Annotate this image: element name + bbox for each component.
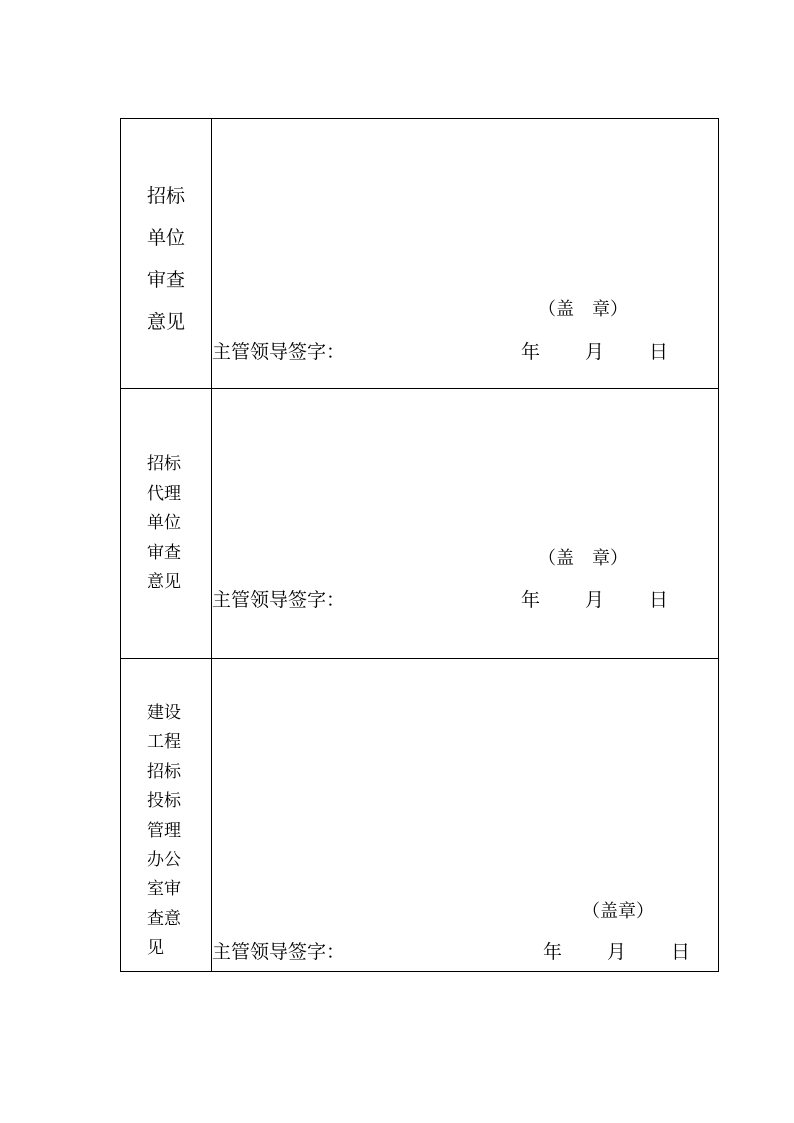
- supervisor-signature-label: 主管领导签字：: [212, 341, 346, 363]
- bidding-office-review-row: [121, 659, 719, 972]
- seal-placeholder: （盖 章）: [538, 548, 628, 569]
- date-day-label: 日: [671, 941, 691, 963]
- date-day-label: 日: [649, 341, 669, 363]
- date-month-label: 月: [607, 941, 627, 963]
- bidding-office-review-opinion-cell[interactable]: [212, 659, 719, 972]
- seal-placeholder: （盖 章）: [538, 299, 628, 320]
- date-day-label: 日: [649, 589, 669, 611]
- tender-agency-review-opinion-cell[interactable]: [212, 389, 719, 659]
- approval-form-table: [120, 118, 719, 972]
- tender-unit-review-label: 招标单位审查意见: [147, 185, 186, 333]
- date-year-label: 年: [521, 589, 541, 611]
- bidding-office-review-label: 建设工程招标投标管理办公室审查意见: [147, 703, 181, 959]
- bidding-office-review-label-cell: [121, 659, 212, 972]
- supervisor-signature-label: 主管领导签字：: [212, 941, 346, 963]
- tender-agency-review-label: 招标代理单位审查意见: [147, 454, 181, 592]
- tender-agency-review-label-cell: [121, 389, 212, 659]
- tender-unit-review-label-cell: [121, 119, 212, 389]
- supervisor-signature-label: 主管领导签字：: [212, 589, 346, 611]
- tender-unit-review-row: [121, 119, 719, 389]
- date-year-label: 年: [543, 941, 563, 963]
- seal-placeholder: （盖章）: [582, 901, 654, 922]
- date-month-label: 月: [585, 341, 605, 363]
- date-year-label: 年: [521, 341, 541, 363]
- tender-unit-review-opinion-cell[interactable]: [212, 119, 719, 389]
- date-month-label: 月: [585, 589, 605, 611]
- tender-agency-review-row: [121, 389, 719, 659]
